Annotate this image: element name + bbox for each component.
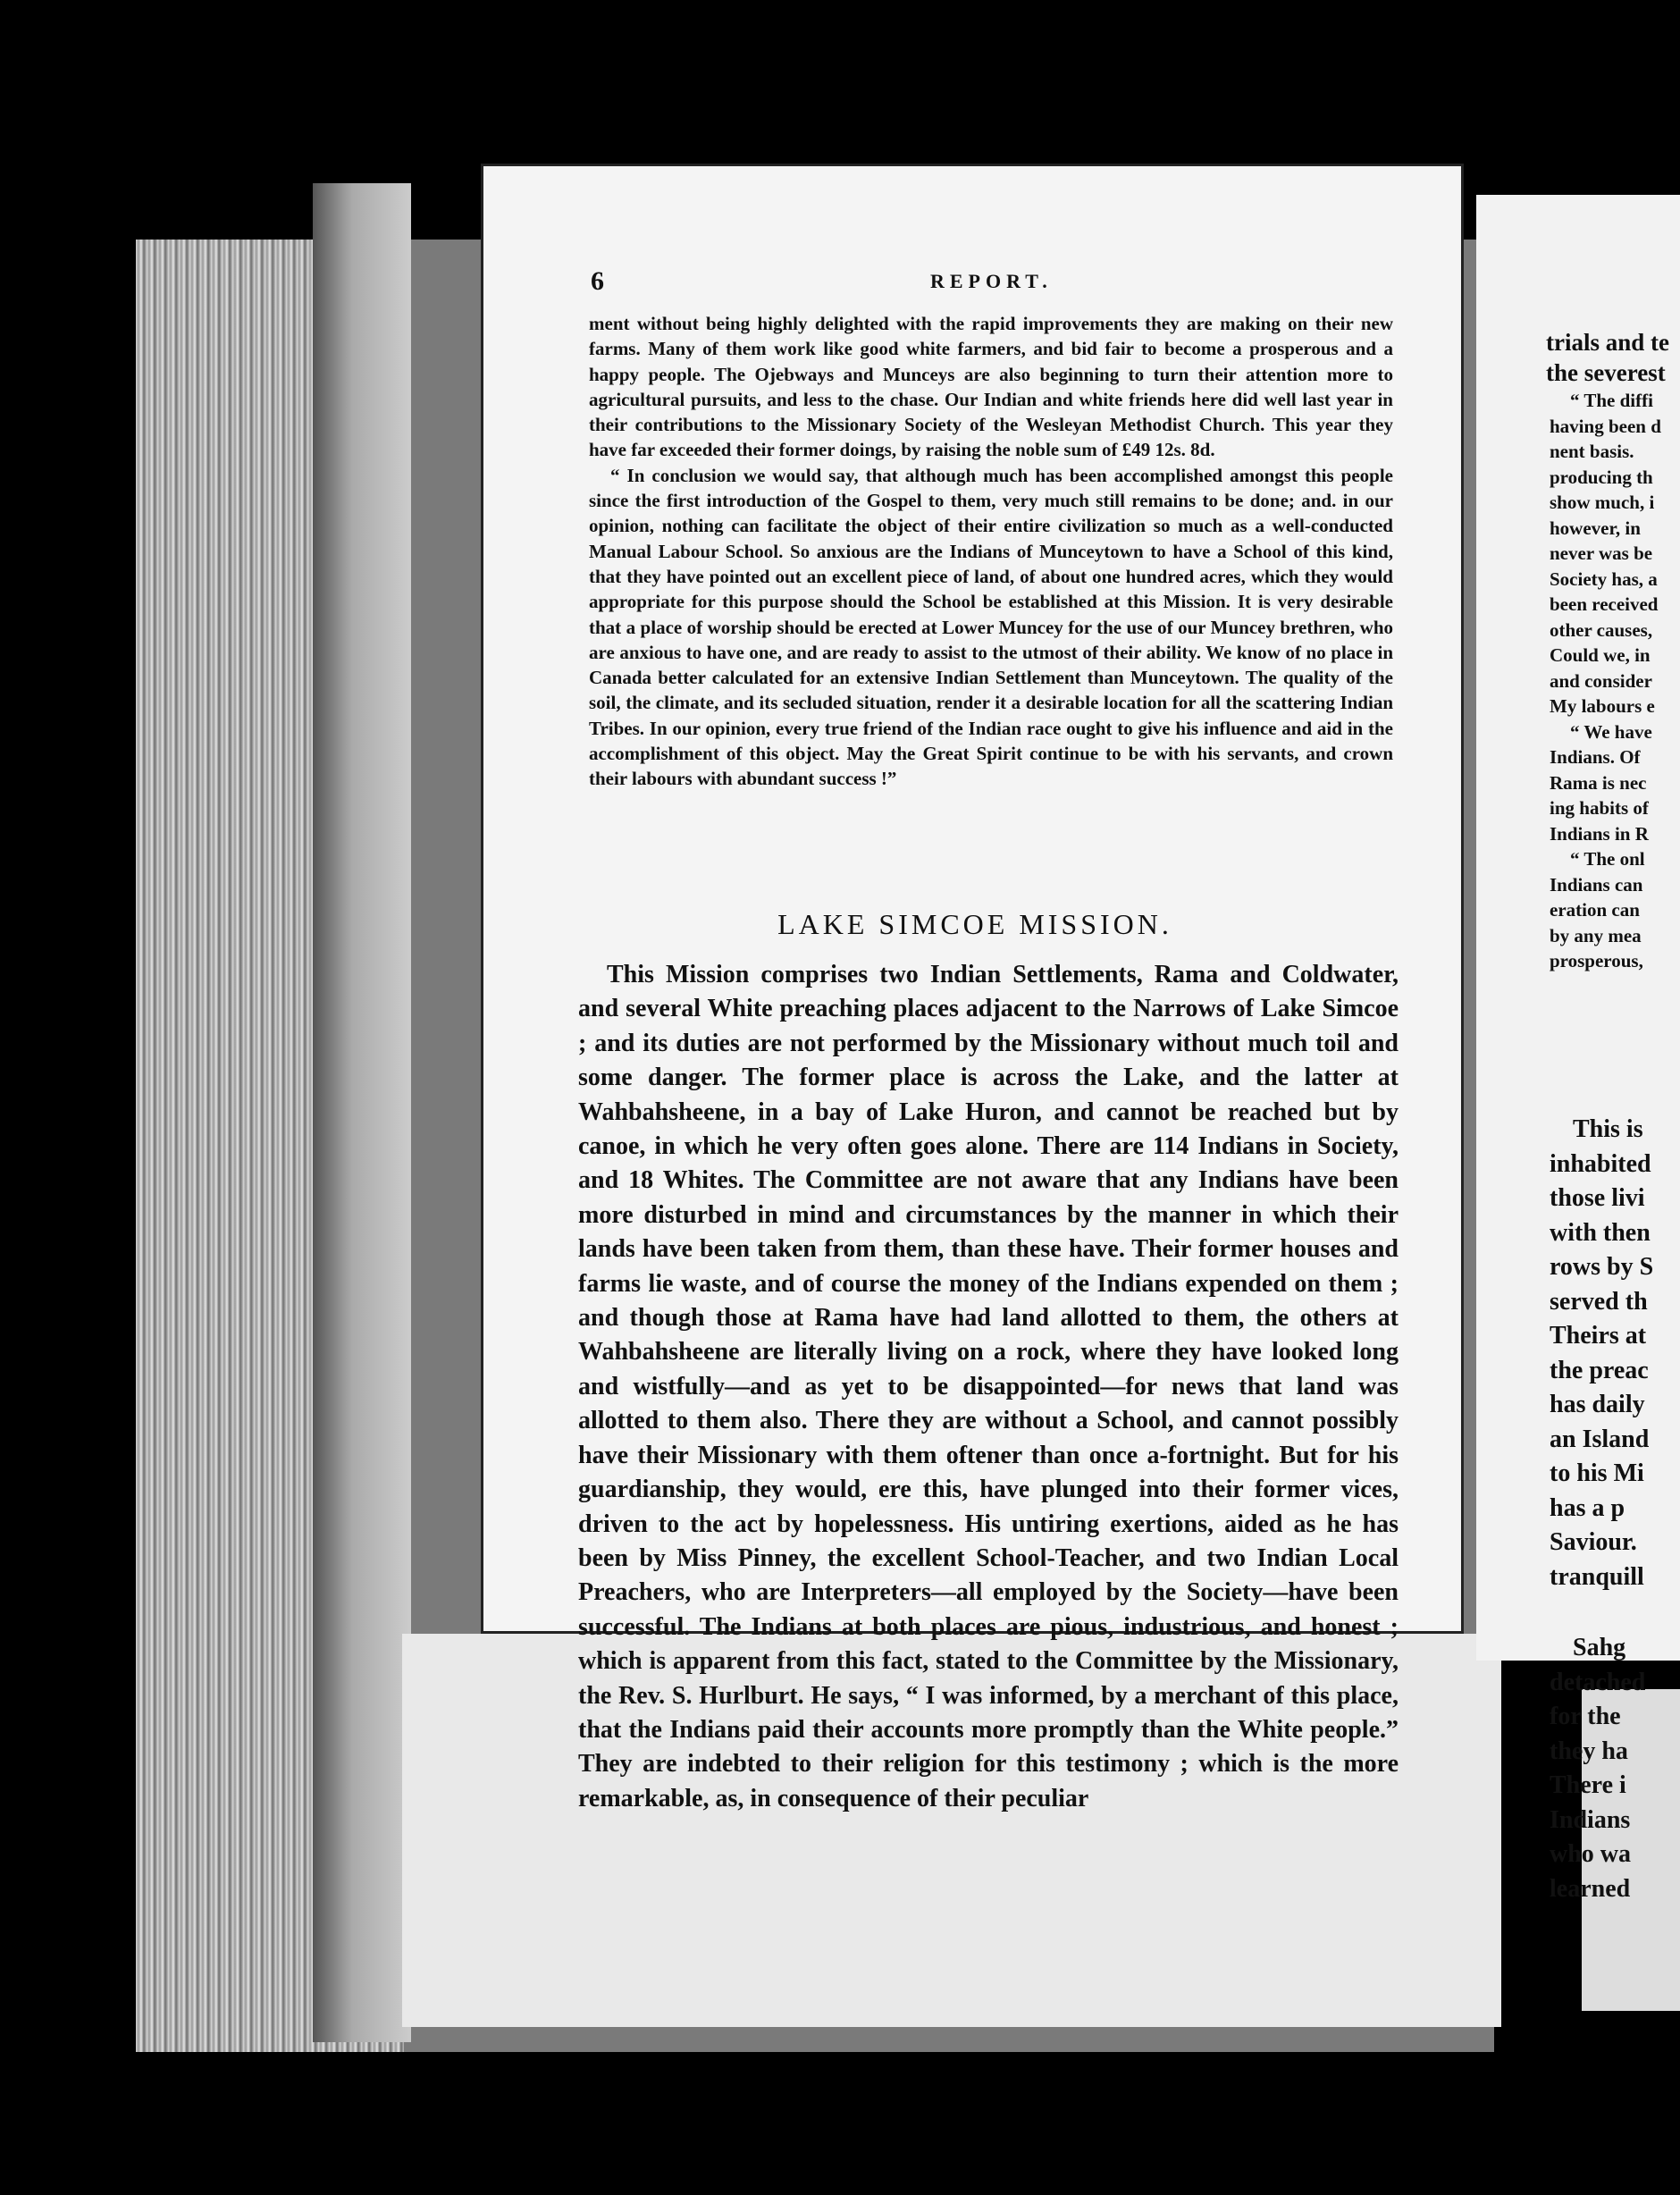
right-page-line: eration can — [1550, 899, 1640, 921]
right-page-line: “ The diffi — [1570, 390, 1653, 411]
right-page-line: show much, i — [1550, 492, 1655, 513]
paragraph: ment without being highly delighted with the rapid improvements they are making on their new farms. Many of them work like good white farmers, and bid fair to become a prosperous and a happy people. The Ojebways and Munceys are also beginning to turn their attention more to agricultural pursuits, and less to the chase. Our Indian and white friends here did well last year in their contributions to the Missionary Society of the Wesleyan Methodist Church. This year they have far exceeded their former doings, by raising the noble sum of £49 12s. 8d. — [589, 313, 1393, 461]
right-page-line: Sahg — [1573, 1634, 1626, 1661]
right-page-line: detached — [1550, 1668, 1646, 1696]
right-page-line: Indians. Of — [1550, 746, 1641, 768]
right-page-line: for the — [1550, 1703, 1621, 1730]
right-page-line: the preac — [1550, 1356, 1649, 1384]
right-page-line: Indians can — [1550, 873, 1643, 896]
quoted-report-text — [589, 311, 1393, 792]
right-page-line: Saviour. — [1550, 1528, 1637, 1556]
right-page-line: having been d — [1550, 415, 1661, 437]
right-page — [1476, 195, 1680, 1903]
left-page — [481, 164, 1464, 1812]
right-page-line: never was be — [1550, 542, 1653, 564]
right-page-line: This is — [1573, 1115, 1643, 1143]
paragraph: This Mission comprises two Indian Settlements, Rama and Coldwater, and several White preaching places adjacent to the Narrows of Lake Simcoe ; and its duties are not performed by the Missionary without much toil and some danger. The former place is across the Lake, and the latter at Wahbahsheene, in a bay of Lake Huron, and cannot be reached but by canoe, in which he very often goes alone. There are 114 Indians in Society, and 18 Whites. The Committee are not aware that any Indians have been more disturbed in mind and circumstances by the manner in which their lands have been taken from them, than these have. Their former houses and farms lie waste, and of course the money of the Indians expended on them ; and though those at Rama have had land allotted to them, the others at Wahbahsheene are literally living on a rock, where they have looked long and wistfully—and as yet to be disappointed—for news that land was allotted to them also. There they are without a School, and cannot possibly have their Missionary with them oftener than once a-fortnight. But for his guardianship, they would, ere this, have plunged into their former vices, driven to the act by hopelessness. His untiring exertions, aided as he has been by Miss Pinney, the excellent School-Teacher, and two Indian Local Preachers, who are Interpreters—all employed by the Society—have been successful. The Indians at both places are pious, industrious, and honest ; which is apparent from this fact, stated to the Committee by the Missionary, the Rev. S. Hurlburt. He says, “ I was informed, by a merchant of this place, that the Indians paid their accounts more promptly than the White people.” They are indebted to their religion for this testimony ; which is the more remarkable, as, in consequence of their peculiar — [578, 961, 1399, 1812]
right-page-line: with then — [1550, 1218, 1651, 1247]
right-page-line: Society has, a — [1550, 568, 1658, 590]
right-page-line: an Island — [1550, 1425, 1650, 1453]
right-page-line: inhabited — [1550, 1149, 1651, 1178]
running-head: REPORT. — [930, 270, 1053, 292]
right-page-line: they ha — [1550, 1737, 1628, 1765]
right-page-line: “ We have — [1570, 720, 1652, 743]
paragraph: “ In conclusion we would say, that although much has been accomplished amongst this people since the first introduction of the Gospel to them, very much still remains to be done; and. in our opinion, nothing can facilitate the object of their entire civilization so much as a well-conducted Manual Labour School. So anxious are the Indians of Munceytown to have a School of this kind, that they have pointed out an excellent piece of land, of about one hundred acres, which they would appropriate for this purpose should the School be established at this Mission. It is very desirable that a place of worship should be erected at Lower Muncey for the use of our Muncey brethren, who are anxious to have one, and are ready to assist to the utmost of their ability. We know of no place in Canada better calculated for an extensive Indian Settlement than Munceytown. The quality of the soil, the climate, and its secluded situation, render it a desirable location for all the scattering Indian Tribes. In our opinion, every true friend of the Indian race ought to give his influence and aid in the accomplishment of this object. May the Great Spirit continue to be with his servants, and crown their labours with abundant success !” — [589, 464, 1393, 790]
right-page-line: “ The onl — [1570, 848, 1645, 870]
right-page-line: rows by S — [1550, 1253, 1654, 1281]
right-page-line: learned — [1550, 1874, 1631, 1903]
mission-text — [578, 958, 1399, 1816]
right-page-line: There i — [1550, 1771, 1626, 1799]
right-page-line: producing th — [1550, 466, 1653, 488]
right-page-line: nent basis. — [1550, 441, 1634, 462]
right-page-line: those livi — [1550, 1184, 1645, 1212]
right-page-line: who wa — [1550, 1840, 1632, 1868]
right-page-line: the severest — [1546, 359, 1666, 386]
page-header — [483, 266, 1461, 299]
right-page-line: Indians in R — [1550, 822, 1649, 845]
right-page-line: and consider — [1550, 669, 1652, 692]
right-page-line: Rama is nec — [1550, 771, 1647, 794]
right-page-line: Could we, in — [1550, 644, 1651, 666]
spine-shadow — [313, 183, 411, 2042]
right-page-line: however, in — [1550, 517, 1641, 539]
right-page-line: has daily — [1550, 1391, 1645, 1418]
right-page-line: to his Mi — [1550, 1459, 1644, 1487]
right-page-line: trials and te — [1546, 329, 1669, 356]
right-page-line: by any mea — [1550, 924, 1642, 946]
right-page-line: has a p — [1550, 1493, 1625, 1522]
right-page-line: other causes, — [1550, 618, 1653, 641]
section-title: LAKE SIMCOE MISSION. — [777, 908, 1172, 940]
right-page-line: ing habits of — [1550, 797, 1649, 819]
page-number: 6 — [591, 266, 604, 296]
right-page-line: Indians — [1550, 1805, 1631, 1834]
right-page-line: tranquill — [1550, 1562, 1644, 1591]
right-page-line: My labours e — [1550, 695, 1655, 717]
right-page-line: served th — [1550, 1287, 1648, 1316]
right-page-line: Theirs at — [1550, 1322, 1647, 1350]
right-page-line: prosperous, — [1550, 950, 1643, 971]
right-page-line: been received — [1550, 593, 1659, 615]
